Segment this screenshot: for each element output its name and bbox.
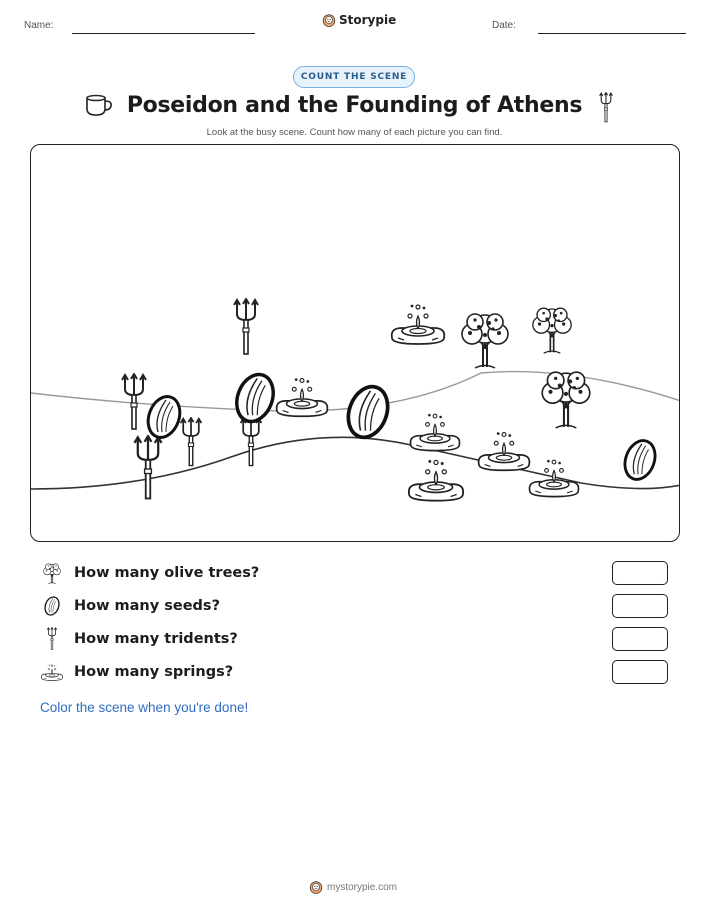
spring-icon xyxy=(392,305,445,344)
scene-illustration xyxy=(31,145,680,542)
spring-icon xyxy=(410,414,459,451)
name-label: Name: xyxy=(24,20,54,31)
footer-url[interactable]: mystorypie.com xyxy=(327,881,398,893)
seed-icon xyxy=(620,436,660,483)
seed-icon xyxy=(342,381,395,443)
spring-icon xyxy=(479,432,530,470)
question-olive-trees xyxy=(40,560,670,586)
seed-icon xyxy=(231,369,280,426)
answer-box-springs[interactable] xyxy=(612,660,668,684)
instructions: Look at the busy scene. Count how many of each picture you can find. xyxy=(206,127,503,138)
trident-icon xyxy=(122,374,146,429)
page-title: Poseidon and the Founding of Athens xyxy=(126,93,583,118)
date-line[interactable] xyxy=(538,33,686,34)
trident-icon xyxy=(40,627,64,651)
question-text: How many olive trees? xyxy=(74,565,260,581)
spring-icon xyxy=(529,460,578,497)
olive-tree-icon xyxy=(542,372,590,428)
olive-tree-icon xyxy=(533,308,571,353)
answer-box-tridents[interactable] xyxy=(612,627,668,651)
trident-icon xyxy=(234,299,258,354)
trident-icon xyxy=(134,436,161,498)
storypie-mascot-icon xyxy=(309,880,323,894)
question-tridents xyxy=(40,626,670,652)
olive-tree-icon xyxy=(462,314,508,368)
footer xyxy=(309,880,397,894)
question-text: How many tridents? xyxy=(74,631,238,647)
question-springs xyxy=(40,659,670,685)
name-line[interactable] xyxy=(72,33,255,34)
question-seeds xyxy=(40,593,670,619)
spring-icon xyxy=(277,378,328,416)
answer-box-seeds[interactable] xyxy=(612,594,668,618)
olive-tree-icon xyxy=(40,561,64,585)
storypie-mascot-icon xyxy=(322,13,336,27)
brand-name: Storypie xyxy=(339,13,397,27)
trident-icon xyxy=(596,92,616,124)
spring-icon xyxy=(40,660,64,684)
answer-box-olive-trees[interactable] xyxy=(612,561,668,585)
trident-icon xyxy=(181,418,202,466)
busy-scene xyxy=(30,144,680,542)
coloring-note: Color the scene when you're done! xyxy=(40,700,249,715)
seed-icon xyxy=(143,392,186,442)
spring-icon xyxy=(409,460,463,501)
seed-icon xyxy=(40,594,64,618)
brand-logo xyxy=(322,13,396,27)
count-the-scene-badge: COUNT THE SCENE xyxy=(293,66,415,88)
date-label: Date: xyxy=(492,20,516,31)
trident-icon xyxy=(241,418,262,466)
question-text: How many seeds? xyxy=(74,598,220,614)
question-text: How many springs? xyxy=(74,664,234,680)
